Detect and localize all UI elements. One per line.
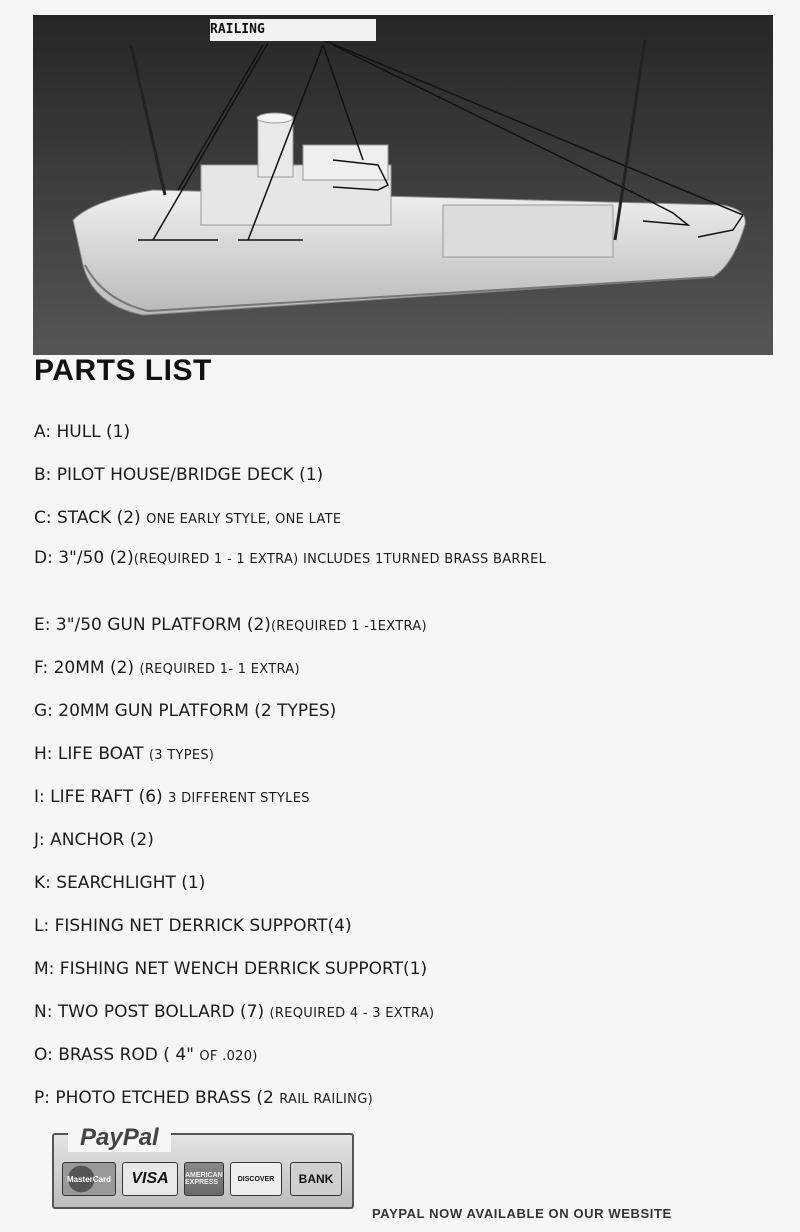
- parts-list-item: [34, 547, 654, 611]
- parts-list-item: [34, 1084, 734, 1127]
- parts-list-item: [34, 418, 734, 461]
- parts-list-item: [34, 740, 734, 783]
- parts-list-item: [34, 461, 734, 504]
- part-note: ONE EARLY STYLE, ONE LATE: [146, 512, 342, 527]
- part-name: O: BRASS ROD ( 4": [34, 1045, 200, 1065]
- part-name: F: 20MM (2): [34, 658, 140, 678]
- part-note: (REQUIRED 1- 1 EXTRA): [139, 662, 300, 677]
- visa-logo: VISA: [122, 1162, 178, 1196]
- part-note: (3 TYPES): [148, 748, 215, 763]
- part-name: G: 20MM GUN PLATFORM (2 TYPES): [34, 701, 337, 721]
- parts-list-item: [34, 504, 734, 547]
- parts-list-item: [34, 869, 734, 912]
- part-note: (REQUIRED 1 -1EXTRA): [270, 619, 427, 634]
- part-name: M: FISHING NET WENCH DERRICK SUPPORT(1): [34, 959, 428, 979]
- bank-logo: BANK: [290, 1162, 342, 1196]
- part-name: A: HULL (1): [34, 422, 131, 442]
- ship-model-photo: [33, 15, 773, 355]
- parts-list-item: [34, 654, 734, 697]
- parts-list-item: [34, 611, 734, 654]
- parts-list-item: [34, 697, 734, 740]
- part-name: B: PILOT HOUSE/BRIDGE DECK (1): [34, 465, 324, 485]
- part-name: K: SEARCHLIGHT (1): [34, 873, 206, 893]
- paypal-logo: PayPal: [68, 1124, 171, 1152]
- parts-list-item: [34, 783, 734, 826]
- part-name: C: STACK (2): [34, 508, 147, 528]
- parts-list-item: [34, 826, 734, 869]
- part-name: I: LIFE RAFT (6): [34, 787, 169, 807]
- part-note: RAIL RAILING): [279, 1092, 373, 1107]
- parts-list-item: [34, 955, 734, 998]
- part-name: L: FISHING NET DERRICK SUPPORT(4): [34, 916, 352, 936]
- railing-callout-label: RAILING: [210, 19, 376, 41]
- parts-list-item: [34, 998, 734, 1041]
- parts-list-title: PARTS LIST: [34, 354, 212, 387]
- parts-list-item: [34, 1041, 734, 1084]
- paypal-availability-note: PAYPAL NOW AVAILABLE ON OUR WEBSITE: [372, 1206, 672, 1221]
- amex-logo: AMERICAN EXPRESS: [184, 1162, 224, 1196]
- part-name: J: ANCHOR (2): [34, 830, 154, 850]
- part-name: E: 3"/50 GUN PLATFORM (2): [34, 615, 271, 635]
- part-name: P: PHOTO ETCHED BRASS (2: [34, 1088, 280, 1108]
- parts-list: [34, 418, 734, 1127]
- discover-logo: DISCOVER: [230, 1162, 282, 1196]
- part-note: OF .020): [199, 1049, 258, 1064]
- part-note: (REQUIRED 1 - 1 EXTRA) INCLUDES 1TURNED BRASS BARREL: [133, 552, 547, 567]
- parts-list-item: [34, 912, 734, 955]
- part-name: N: TWO POST BOLLARD (7): [34, 1002, 270, 1022]
- ship-model-illustration: [33, 15, 773, 355]
- part-name: D: 3"/50 (2): [34, 548, 134, 568]
- part-note: 3 DIFFERENT STYLES: [168, 791, 310, 806]
- mastercard-logo: MasterCard: [62, 1162, 116, 1196]
- part-name: H: LIFE BOAT: [34, 744, 149, 764]
- part-note: (REQUIRED 4 - 3 EXTRA): [269, 1006, 435, 1021]
